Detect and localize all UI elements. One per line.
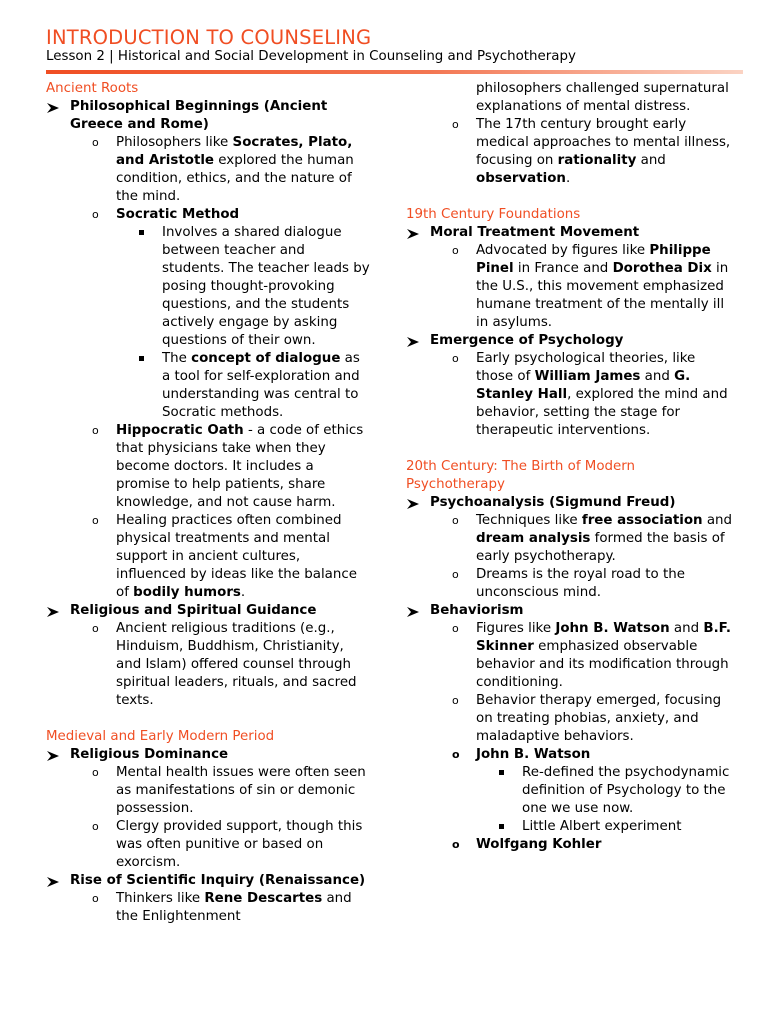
arrowhead-bullet-icon <box>46 98 62 116</box>
list-item: o The 17th century brought early medical approaches to mental illness, focusing on rationality and observation. <box>452 117 731 186</box>
hollow-circle-bullet-icon: o <box>92 514 99 527</box>
arrowhead-bullet-icon <box>46 602 62 620</box>
hollow-circle-bullet-icon: o <box>92 136 99 149</box>
hollow-circle-bullet-icon: o <box>452 118 459 131</box>
lesson-subtitle: Lesson 2 | Historical and Social Development in Counseling and Psychotherapy <box>46 49 576 64</box>
list-item: o Behavior therapy emerged, focusing on treating phobias, anxiety, and maladaptive behaviors. <box>452 693 722 744</box>
hollow-circle-bullet-icon: o <box>452 838 460 851</box>
list-item-hippocratic-oath: o Hippocratic Oath - a code of ethics that physicians take when they become doctors. It includes a promise to help patients, share knowledge, and not cause harm. <box>92 423 364 510</box>
topic-scientific-inquiry: Rise of Scientific Inquiry (Renaissance) <box>46 872 371 890</box>
arrowhead-bullet-icon <box>406 602 422 620</box>
topic-emergence-of-psychology: Emergence of Psychology <box>406 332 736 350</box>
topic-philosophical-beginnings: Philosophical Beginnings (Ancient Greece and Rome) <box>46 98 371 134</box>
arrowhead-bullet-icon <box>46 746 62 764</box>
list-item-john-watson: o John B. Watson <box>452 747 591 762</box>
list-item: o Techniques like free association and dream analysis formed the basis of early psychotherapy. <box>452 513 733 564</box>
hollow-circle-bullet-icon: o <box>452 352 459 365</box>
section-heading-20th-century: 20th Century: The Birth of Modern Psychotherapy <box>406 459 636 492</box>
header-divider <box>46 70 743 74</box>
continued-text: philosophers challenged supernatural explanations of mental distress. <box>476 81 729 114</box>
arrowhead-bullet-icon <box>46 872 62 890</box>
section-heading-ancient-roots: Ancient Roots <box>46 81 139 96</box>
right-column <box>406 80 736 854</box>
hollow-circle-bullet-icon: o <box>452 748 460 761</box>
square-bullet-icon <box>499 770 504 775</box>
page-title: INTRODUCTION TO COUNSELING <box>46 26 372 49</box>
square-bullet-icon <box>139 230 144 235</box>
left-column <box>46 80 371 926</box>
list-item: o Ancient religious traditions (e.g., Hinduism, Buddhism, Christianity, and Islam) offered counsel through spiritual leaders, rituals, and sacred texts. <box>92 621 357 708</box>
list-item: o Healing practices often combined physical treatments and mental support in ancient cultures, influenced by ideas like the balance of bodily humors. <box>92 513 357 600</box>
list-item: o Philosophers like Socrates, Plato, and Aristotle explored the human condition, ethics, and the nature of the mind. <box>92 135 354 204</box>
hollow-circle-bullet-icon: o <box>92 820 99 833</box>
hollow-circle-bullet-icon: o <box>92 892 99 905</box>
sub-list-item: Re-defined the psychodynamic definition of Psychology to the one we use now. <box>406 764 736 818</box>
list-item: o Mental health issues were often seen as manifestations of sin or demonic possession. <box>92 765 366 816</box>
hollow-circle-bullet-icon: o <box>92 424 99 437</box>
continued-text-start: and the Enlightenment <box>116 891 352 924</box>
list-item-descartes: o Thinkers like Rene Descartes and the Enlightenment <box>92 891 352 924</box>
hollow-circle-bullet-icon: o <box>92 208 99 221</box>
topic-psychoanalysis: Psychoanalysis (Sigmund Freud) <box>406 494 736 512</box>
hollow-circle-bullet-icon: o <box>452 622 459 635</box>
square-bullet-icon <box>499 824 504 829</box>
topic-behaviorism: Behaviorism <box>406 602 736 620</box>
list-item: o Early psychological theories, like those of William James and G. Stanley Hall, explored the mind and behavior, setting the stage for therapeutic interventions. <box>452 351 728 438</box>
sub-list-item: The concept of dialogue as a tool for self-exploration and understanding was central to Socratic methods. <box>46 350 371 422</box>
hollow-circle-bullet-icon: o <box>452 568 459 581</box>
arrowhead-bullet-icon <box>406 332 422 350</box>
list-item: o Figures like John B. Watson and B.F. Skinner emphasized observable behavior and its modification through conditioning. <box>452 621 731 690</box>
topic-moral-treatment: Moral Treatment Movement <box>406 224 736 242</box>
hollow-circle-bullet-icon: o <box>452 244 459 257</box>
list-item: o Dreams is the royal road to the unconscious mind. <box>452 567 685 600</box>
sub-list-item: Little Albert experiment <box>406 818 736 836</box>
topic-religious-dominance: Religious Dominance <box>46 746 371 764</box>
hollow-circle-bullet-icon: o <box>452 514 459 527</box>
section-heading-medieval: Medieval and Early Modern Period <box>46 729 275 744</box>
section-heading-19th-century: 19th Century Foundations <box>406 207 581 222</box>
topic-religious-guidance: Religious and Spiritual Guidance <box>46 602 371 620</box>
sub-list-item: Involves a shared dialogue between teacher and students. The teacher leads by posing thought-provoking questions, and the students actively engage by asking questions of their own. <box>46 224 371 350</box>
square-bullet-icon <box>139 356 144 361</box>
list-item-socratic-method: o Socratic Method <box>92 207 240 222</box>
list-item-wolfgang-kohler: o Wolfgang Kohler <box>452 837 602 852</box>
arrowhead-bullet-icon <box>406 224 422 242</box>
hollow-circle-bullet-icon: o <box>92 766 99 779</box>
list-item: o Clergy provided support, though this was often punitive or based on exorcism. <box>92 819 363 870</box>
list-item: o Advocated by figures like Philippe Pinel in France and Dorothea Dix in the U.S., this movement emphasized humane treatment of the mentally ill in asylums. <box>452 243 729 330</box>
hollow-circle-bullet-icon: o <box>452 694 459 707</box>
hollow-circle-bullet-icon: o <box>92 622 99 635</box>
arrowhead-bullet-icon <box>406 494 422 512</box>
